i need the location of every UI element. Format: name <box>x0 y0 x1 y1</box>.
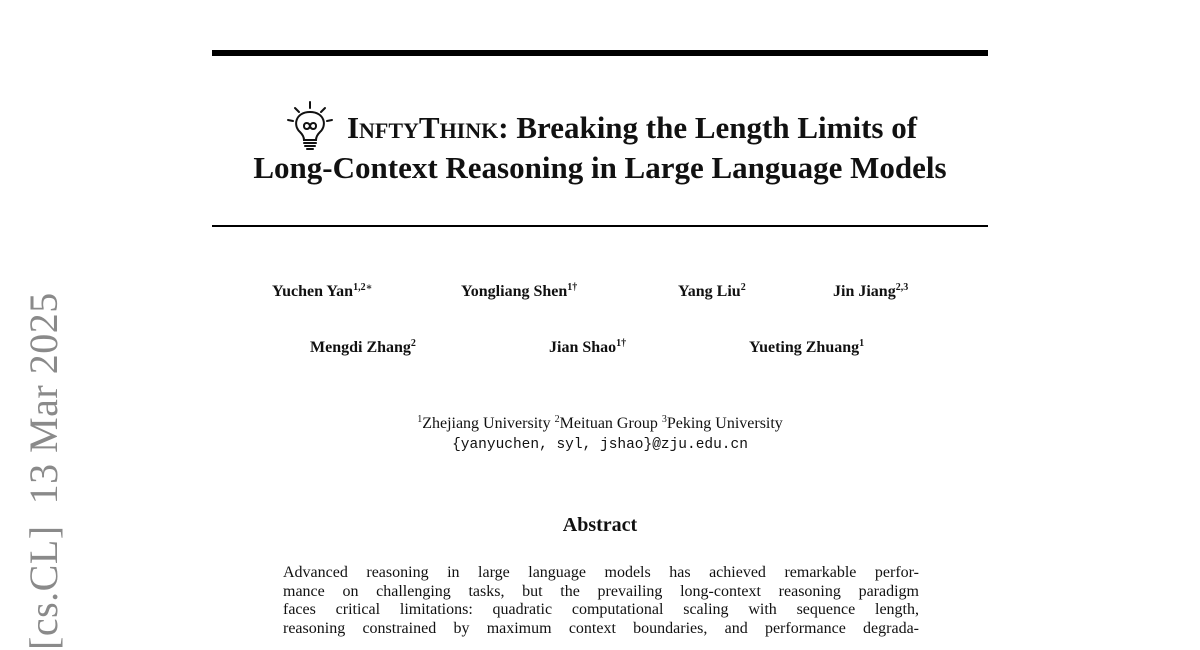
author-name: Jian Shao$^{1\dagger}$ <box>549 338 627 356</box>
author-emails: {yanyuchen, syl, jshao}@zju.edu.cn <box>452 437 748 453</box>
author-name: Jin Jiang$^{2,3}$ <box>833 282 909 300</box>
model-name: InftyThink <box>346 110 499 145</box>
paper-title <box>212 100 988 188</box>
author-name: Yongliang Shen$^{1\dagger}$ <box>461 282 578 300</box>
arxiv-side-stamp: [cs.CL] 13 Mar 2025 <box>21 292 66 650</box>
title-line-1 <box>212 100 988 148</box>
title-line-2: Long-Context Reasoning in Large Language Models <box>253 150 947 185</box>
affiliations: $^1$Zhejiang University $^2$Meituan Group $^3$Peking University <box>417 414 783 432</box>
abstract-line: mance on challenging tasks, but the prevailing long-context reasoning paradigm <box>283 582 919 600</box>
title-top-rule <box>212 50 988 56</box>
author-name: Yuchen Yan$^{1,2∗}$ <box>272 282 373 300</box>
author-name: Mengdi Zhang$^2$ <box>310 338 416 356</box>
abstract-body <box>283 564 919 638</box>
abstract-heading: Abstract <box>562 514 638 536</box>
abstract-line: Advanced reasoning in large language models has achieved remarkable perfor- <box>283 564 919 581</box>
author-name: Yang Liu$^2$ <box>678 282 746 300</box>
title-text-line-1: InftyThink: Breaking the Length Limits of <box>346 110 918 145</box>
author-name: Yueting Zhuang$^1$ <box>749 338 865 356</box>
title-bottom-rule <box>212 225 988 227</box>
lightbulb-infinity-icon <box>283 100 337 154</box>
abstract-line: reasoning constrained by maximum context boundaries, and performance degrada- <box>283 619 919 637</box>
abstract-line: faces critical limitations: quadratic computational scaling with sequence length, <box>283 601 919 618</box>
